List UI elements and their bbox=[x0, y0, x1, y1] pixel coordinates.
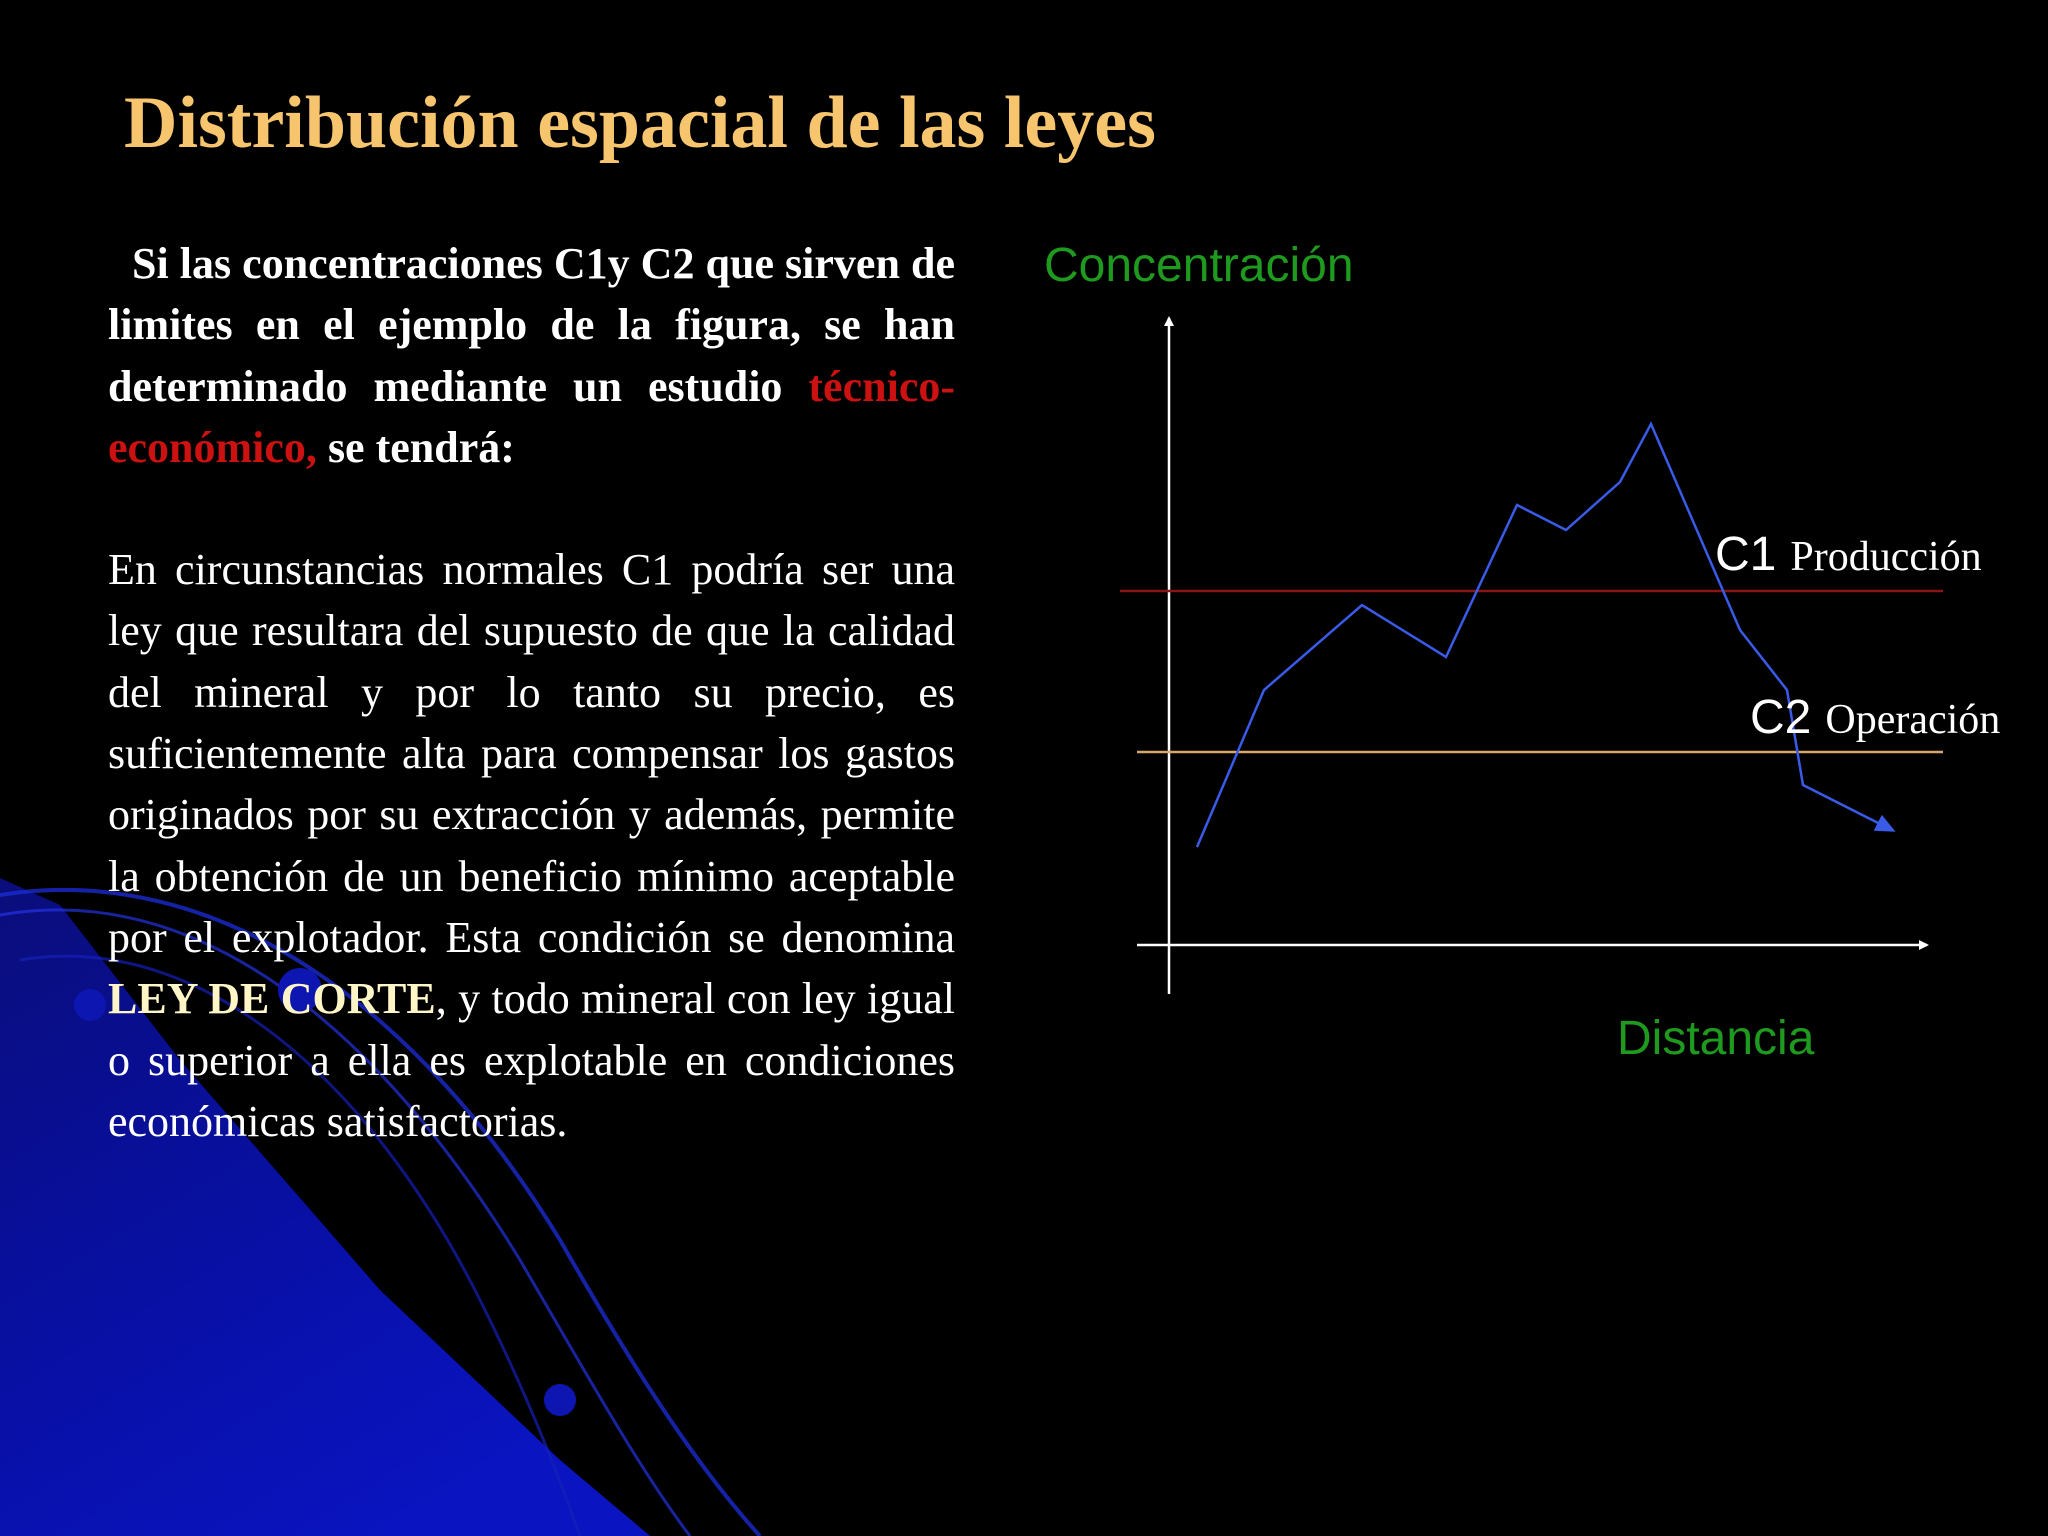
c2-name: Operación bbox=[1825, 697, 2001, 743]
x-axis-label: Distancia bbox=[1617, 1012, 1815, 1065]
concentration-curve bbox=[1197, 424, 1892, 847]
paragraph-ley-text-end: , y todo mineral con ley igual o superior a ella es explotable en condiciones económicas satisfactorias. bbox=[108, 974, 955, 1146]
highlight-ley-de-corte: LEY DE CORTE bbox=[108, 974, 436, 1024]
c2-label bbox=[1750, 691, 2000, 744]
paragraph-ley-text: En circunstancias normales C1 podría ser una ley que resultara del supuesto de que la calidad del mineral y por lo tanto su precio, es suficientemente alta para compensar los gastos originados por su extracción y además, permite la obtención de un beneficio mínimo aceptable por el explotador. Esta condición se denomina bbox=[108, 545, 955, 962]
paragraph-intro-text: Si las concentraciones C1y C2 que sirven de limites en el ejemplo de la figura, se han determinado mediante un estudio bbox=[108, 239, 955, 411]
paragraph-intro-text-end: se tendrá: bbox=[316, 422, 515, 472]
c1-id: C1 bbox=[1715, 528, 1777, 581]
y-axis-label: Concentración bbox=[1044, 239, 1354, 292]
highlight-tecnico-economico: técnico-económico, bbox=[108, 361, 955, 472]
c1-label bbox=[1715, 528, 1982, 581]
paragraph-intro bbox=[108, 233, 955, 478]
paragraph-ley-de-corte bbox=[108, 539, 955, 1152]
c1-name: Producción bbox=[1790, 534, 1982, 580]
slide-title: Distribución espacial de las leyes bbox=[124, 82, 1156, 164]
body-text bbox=[108, 233, 955, 1152]
c2-id: C2 bbox=[1750, 691, 1812, 744]
paragraph-gap bbox=[108, 478, 955, 539]
